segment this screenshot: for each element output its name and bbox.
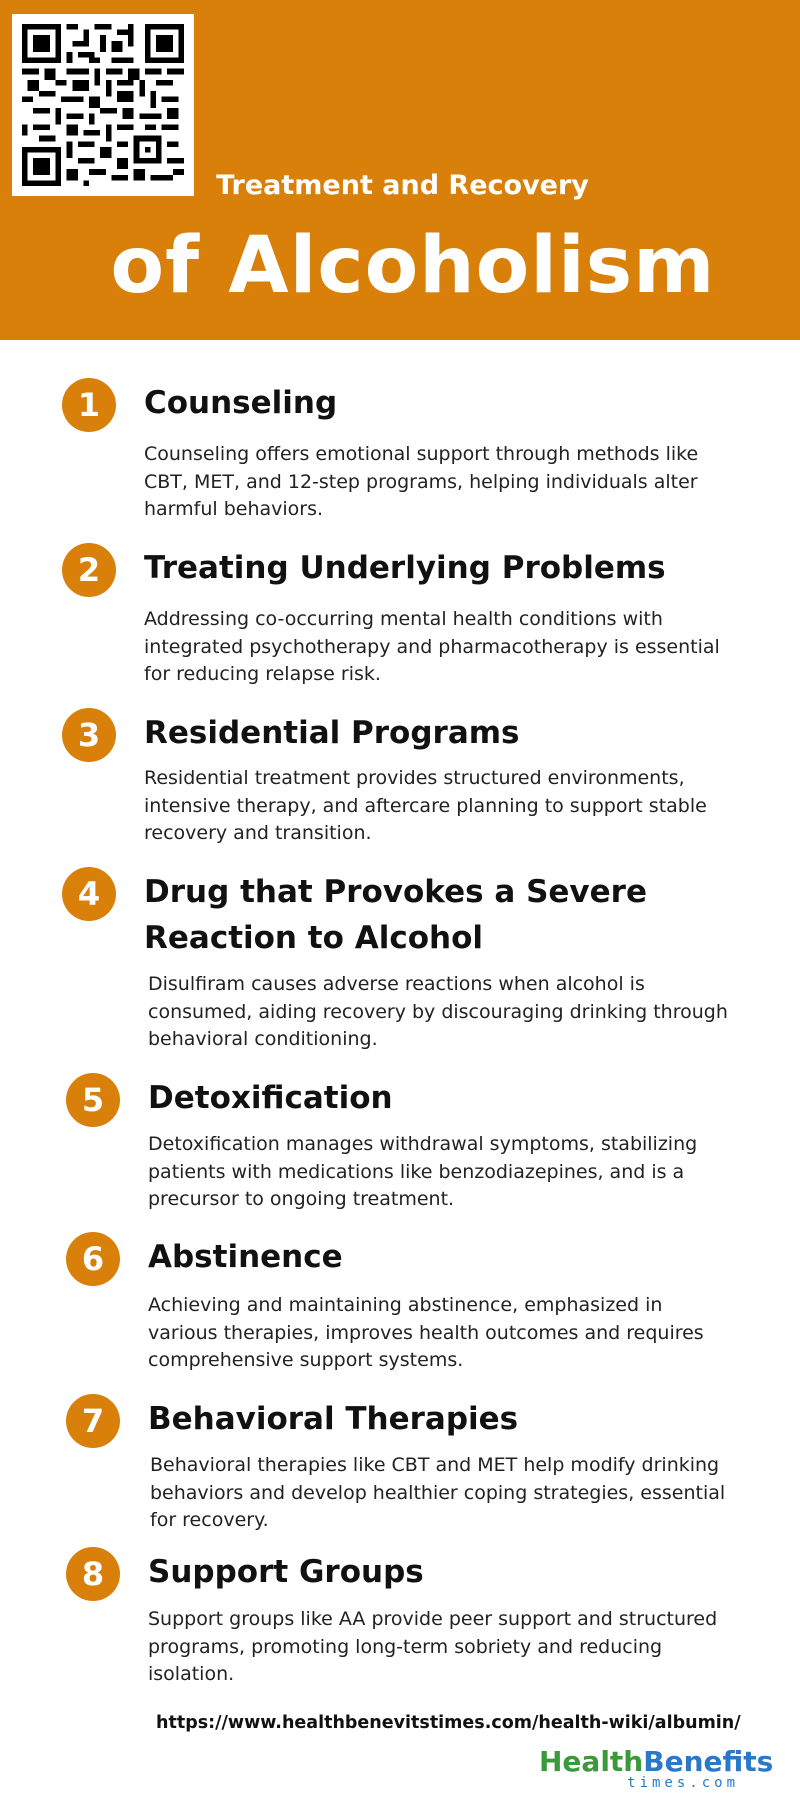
number-badge: 3 [62, 708, 116, 762]
item-description: Behavioral therapies like CBT and MET help modify drinking behaviors and develop healthier coping strategies, essential for recovery. [150, 1454, 726, 1531]
item-title: Treating Underlying Problems [144, 550, 666, 586]
number-badge: 8 [66, 1547, 120, 1601]
number-badge: 7 [66, 1394, 120, 1448]
item-title: Support Groups [148, 1554, 424, 1590]
item-description: Support groups like AA provide peer support and structured programs, promoting long-term sobriety and reducing isolation. [148, 1608, 718, 1685]
item-title: Detoxification [148, 1080, 393, 1116]
number-badge: 5 [66, 1073, 120, 1127]
item-title: Drug that Provokes a Severe Reaction to Alcohol [144, 874, 647, 956]
item-description: Counseling offers emotional support through methods like CBT, MET, and 12-step programs, helping individuals alter harmful behaviors. [144, 443, 699, 520]
header-subtitle: Treatment and Recovery [216, 170, 589, 201]
number-badge: 4 [62, 867, 116, 921]
item-description: Achieving and maintaining abstinence, emphasized in various therapies, improves health outcomes and requires comprehensive support systems. [148, 1294, 704, 1371]
item-description: Detoxification manages withdrawal symptoms, stabilizing patients with medications like benzodiazepines, and is a precursor to ongoing treatment. [148, 1133, 698, 1210]
qr-code-icon [22, 24, 184, 186]
item-description: Addressing co-occurring mental health conditions with integrated psychotherapy and pharmacotherapy is essential for reducing relapse risk. [144, 608, 720, 685]
item-title: Behavioral Therapies [148, 1401, 519, 1437]
logo-health-text: Health [539, 1745, 644, 1778]
item-description: Disulfiram causes adverse reactions when alcohol is consumed, aiding recovery by discouraging drinking through behavioral conditioning. [148, 973, 728, 1050]
logo-times-text: times.com [627, 1775, 739, 1791]
source-url-link[interactable]: https://www.healthbenevitstimes.com/health-wiki/albumin/ [156, 1713, 741, 1733]
number-badge: 2 [62, 543, 116, 597]
item-description: Residential treatment provides structured environments, intensive therapy, and aftercare planning to support stable recovery and transition. [144, 767, 707, 844]
health-benefits-times-logo[interactable] [539, 1745, 774, 1791]
item-title: Residential Programs [144, 715, 520, 751]
item-title: Counseling [144, 385, 338, 421]
qr-code[interactable] [12, 14, 194, 196]
logo-wordmark [539, 1747, 773, 1777]
logo-benefits-text: Benefits [643, 1745, 774, 1778]
number-badge: 1 [62, 378, 116, 432]
item-title: Abstinence [148, 1239, 343, 1275]
number-badge: 6 [66, 1232, 120, 1286]
page-title: of Alcoholism [110, 221, 716, 311]
header-banner [0, 0, 800, 340]
